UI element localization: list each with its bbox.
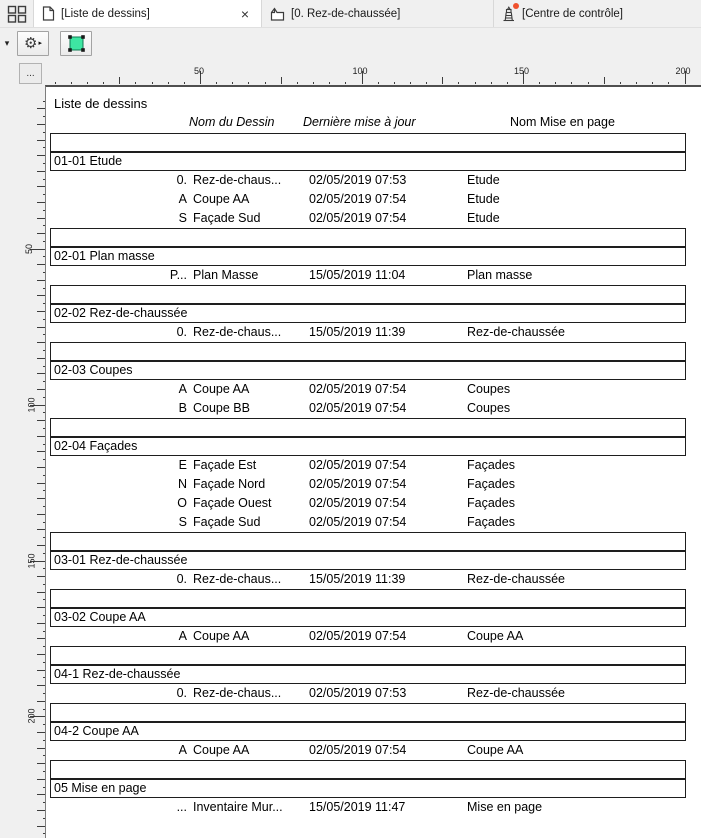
section-header: 02-02 Rez-de-chaussée xyxy=(50,304,686,323)
ruler-tick xyxy=(43,537,45,538)
ruler-tick xyxy=(37,623,45,624)
ruler-label: 150 xyxy=(513,66,530,76)
cell-id: B xyxy=(178,401,187,415)
spacer-box xyxy=(50,418,686,437)
cell-id: 0. xyxy=(176,325,187,339)
cell-layout: Coupes xyxy=(467,401,511,415)
ruler-tick xyxy=(394,82,395,84)
document-title: Liste de dessins xyxy=(54,96,148,111)
ruler-label: 150 xyxy=(26,552,37,569)
cell-name: Rez-de-chaus... xyxy=(193,325,282,339)
ruler-tick xyxy=(43,818,45,819)
ruler-tick xyxy=(458,82,459,84)
column-header-nom-mise-en-page: Nom Mise en page xyxy=(510,115,615,129)
drawing-row[interactable] xyxy=(50,684,686,703)
ruler-tick xyxy=(37,779,45,780)
ruler-tick xyxy=(37,171,45,172)
cell-layout: Etude xyxy=(467,211,500,225)
vertical-ruler[interactable] xyxy=(26,85,45,838)
drawing-row[interactable] xyxy=(50,323,686,342)
ruler-tick xyxy=(37,358,45,359)
toolbar-collapse-arrow-icon[interactable]: ▾ xyxy=(4,37,10,48)
ruler-tick xyxy=(43,256,45,257)
section-header: 03-02 Coupe AA xyxy=(50,608,686,627)
ruler-tick xyxy=(37,529,45,530)
ruler-tick xyxy=(37,295,45,296)
tab-label: [0. Rez-de-chaussée] xyxy=(291,7,401,20)
ruler-tick xyxy=(43,506,45,507)
ruler-tick xyxy=(43,210,45,211)
ruler-label: 200 xyxy=(675,66,691,76)
cell-name: Façade Est xyxy=(193,458,257,472)
section-header: 04-1 Rez-de-chaussée xyxy=(50,665,686,684)
cell-updated: 15/05/2019 11:04 xyxy=(309,268,406,282)
ruler-tick xyxy=(43,272,45,273)
ruler-tick xyxy=(43,475,45,476)
spacer-box xyxy=(50,228,686,247)
section-header: 02-04 Façades xyxy=(50,437,686,456)
ruler-tick xyxy=(37,202,45,203)
ruler-tick xyxy=(265,82,266,84)
cell-id: 0. xyxy=(176,572,187,586)
cell-name: Façade Sud xyxy=(193,515,261,529)
ruler-tick xyxy=(37,545,45,546)
cell-name: Coupe AA xyxy=(193,382,250,396)
ruler-tick xyxy=(43,584,45,585)
ruler-tick xyxy=(475,82,476,84)
drawing-row[interactable] xyxy=(50,475,686,494)
ruler-tick xyxy=(37,420,45,421)
ruler-tick xyxy=(43,194,45,195)
cell-updated: 02/05/2019 07:54 xyxy=(309,629,407,643)
ruler-tick xyxy=(37,451,45,452)
cell-id: N xyxy=(177,477,187,491)
ruler-tick xyxy=(37,483,45,484)
cell-layout: Rez-de-chaussée xyxy=(467,686,565,700)
drawing-row[interactable] xyxy=(50,171,686,190)
ruler-tick xyxy=(43,490,45,491)
ruler-tick xyxy=(43,303,45,304)
ruler-tick xyxy=(71,82,72,84)
cell-name: Façade Nord xyxy=(193,477,266,491)
ruler-tick xyxy=(43,397,45,398)
ruler-tick xyxy=(37,218,45,219)
ruler-tick xyxy=(555,82,556,84)
ruler-tick xyxy=(43,319,45,320)
cell-layout: Etude xyxy=(467,192,500,206)
spacer-box xyxy=(50,760,686,779)
cell-id: S xyxy=(178,211,187,225)
column-header-nom-du-dessin: Nom du Dessin xyxy=(189,115,275,129)
ruler-tick xyxy=(43,366,45,367)
ruler-label: 50 xyxy=(24,243,35,254)
ruler-tick xyxy=(37,155,45,156)
ruler-tick xyxy=(43,428,45,429)
ruler-tick xyxy=(55,82,56,84)
drawing-row[interactable] xyxy=(50,798,686,817)
cell-name: Rez-de-chaus... xyxy=(193,572,282,586)
ruler-tick xyxy=(43,693,45,694)
ruler-tick xyxy=(87,82,88,84)
ruler-tick xyxy=(491,82,492,84)
section-header: 05 Mise en page xyxy=(50,779,686,798)
ruler-tick xyxy=(43,771,45,772)
cell-updated: 15/05/2019 11:39 xyxy=(309,572,406,586)
ruler-tick xyxy=(43,724,45,725)
ruler-tick xyxy=(37,685,45,686)
ruler-tick xyxy=(313,82,314,84)
ruler-tick xyxy=(37,233,45,234)
cell-layout: Coupes xyxy=(467,382,511,396)
ruler-tick xyxy=(281,77,282,84)
workspace xyxy=(0,58,701,838)
ruler-tick xyxy=(37,264,45,265)
ruler-tick xyxy=(37,327,45,328)
ruler-tick xyxy=(43,599,45,600)
ruler-label: 100 xyxy=(352,66,368,76)
cell-id: ... xyxy=(176,800,187,814)
ruler-tick xyxy=(43,163,45,164)
ruler-tick xyxy=(43,132,45,133)
ruler-tick xyxy=(43,787,45,788)
ruler-tick xyxy=(571,82,572,84)
horizontal-ruler[interactable] xyxy=(0,62,701,84)
ruler-tick xyxy=(43,288,45,289)
ruler-tick xyxy=(37,436,45,437)
ruler-tick xyxy=(232,82,233,84)
grid-icon xyxy=(7,5,27,23)
cell-id: A xyxy=(178,192,187,206)
ruler-tick xyxy=(184,82,185,84)
cell-id: O xyxy=(177,496,187,510)
ruler-tick xyxy=(152,82,153,84)
ruler-tick xyxy=(43,833,45,834)
ruler-tick xyxy=(43,350,45,351)
spacer-box xyxy=(50,703,686,722)
ruler-tick xyxy=(43,334,45,335)
settings-button[interactable] xyxy=(17,31,49,56)
ruler-tick xyxy=(37,311,45,312)
ruler-tick xyxy=(37,140,45,141)
cell-id: 0. xyxy=(176,686,187,700)
ruler-tick xyxy=(43,116,45,117)
cell-updated: 02/05/2019 07:54 xyxy=(309,743,407,757)
cell-updated: 02/05/2019 07:54 xyxy=(309,477,407,491)
ruler-tick xyxy=(539,82,540,84)
cell-updated: 02/05/2019 07:54 xyxy=(309,496,407,510)
tab-centre-de-controle[interactable] xyxy=(494,0,701,27)
cell-id: A xyxy=(178,629,187,643)
ruler-tick xyxy=(43,553,45,554)
ruler-tick xyxy=(37,108,45,109)
cell-name: Inventaire Mur... xyxy=(193,800,283,814)
spacer-box xyxy=(50,646,686,665)
flyout-arrow-icon: ▸ xyxy=(38,40,42,47)
cell-id: P... xyxy=(169,268,187,282)
cell-layout: Rez-de-chaussée xyxy=(467,325,565,339)
ruler-tick xyxy=(37,186,45,187)
ruler-tick xyxy=(43,241,45,242)
notification-dot xyxy=(513,3,519,9)
ruler-tick xyxy=(37,670,45,671)
ruler-tick xyxy=(37,638,45,639)
ruler-tick xyxy=(345,82,346,84)
ruler-tick xyxy=(37,592,45,593)
ruler-tick xyxy=(668,82,669,84)
spacer-box xyxy=(50,285,686,304)
ruler-tick xyxy=(37,514,45,515)
section-header: 01-01 Etude xyxy=(50,152,686,171)
ruler-label: 100 xyxy=(26,397,37,413)
ruler-tick xyxy=(119,77,120,84)
cell-updated: 02/05/2019 07:54 xyxy=(309,458,407,472)
ruler-tick xyxy=(43,459,45,460)
cell-name: Coupe AA xyxy=(193,192,250,206)
drawing-row[interactable] xyxy=(50,190,686,209)
toolbar xyxy=(0,28,701,58)
section-header: 04-2 Coupe AA xyxy=(50,722,686,741)
cell-updated: 15/05/2019 11:39 xyxy=(309,325,406,339)
ruler-tick xyxy=(37,607,45,608)
cell-name: Façade Sud xyxy=(193,211,261,225)
cell-layout: Façades xyxy=(467,515,515,529)
cell-name: Rez-de-chaus... xyxy=(193,173,282,187)
marquee-button[interactable] xyxy=(60,31,92,56)
ruler-tick xyxy=(43,631,45,632)
ruler-tick xyxy=(410,82,411,84)
ruler-tick xyxy=(43,662,45,663)
tab-overview-button[interactable] xyxy=(0,0,33,27)
section-header: 03-01 Rez-de-chaussée xyxy=(50,551,686,570)
ruler-tick xyxy=(43,412,45,413)
tab-label: [Centre de contrôle] xyxy=(522,7,624,20)
cell-updated: 02/05/2019 07:54 xyxy=(309,382,407,396)
ruler-tick xyxy=(507,82,508,84)
document-icon xyxy=(42,6,55,21)
ruler-tick xyxy=(37,280,45,281)
ruler-tick xyxy=(37,467,45,468)
ruler-label: 50 xyxy=(193,66,205,76)
ruler-tick xyxy=(297,82,298,84)
ruler-tick xyxy=(37,389,45,390)
cell-name: Rez-de-chaus... xyxy=(193,686,282,700)
spacer-box xyxy=(50,589,686,608)
cell-name: Plan Masse xyxy=(193,268,259,282)
cell-id: E xyxy=(178,458,187,472)
ruler-options-button[interactable]: ... xyxy=(19,63,42,84)
ruler-tick xyxy=(43,646,45,647)
ruler-tick xyxy=(37,794,45,795)
drawing-row[interactable] xyxy=(50,209,686,228)
ruler-tick xyxy=(37,763,45,764)
ruler-tick xyxy=(37,654,45,655)
cell-name: Façade Ouest xyxy=(193,496,272,510)
section-header: 02-01 Plan masse xyxy=(50,247,686,266)
ruler-tick xyxy=(37,373,45,374)
drawing-row[interactable] xyxy=(50,456,686,475)
ruler-tick xyxy=(37,124,45,125)
cell-layout: Façades xyxy=(467,458,515,472)
ruler-tick xyxy=(37,748,45,749)
cell-updated: 02/05/2019 07:54 xyxy=(309,192,407,206)
ruler-tick xyxy=(248,82,249,84)
cell-updated: 15/05/2019 11:47 xyxy=(309,800,406,814)
cell-id: 0. xyxy=(176,173,187,187)
ruler-tick xyxy=(43,444,45,445)
floor-plan-icon xyxy=(270,7,285,21)
ruler-tick xyxy=(636,82,637,84)
close-icon[interactable]: × xyxy=(240,5,249,22)
cell-updated: 02/05/2019 07:54 xyxy=(309,211,407,225)
ruler-tick xyxy=(37,576,45,577)
ruler-tick xyxy=(43,802,45,803)
drawing-row[interactable] xyxy=(50,627,686,646)
ruler-tick xyxy=(652,82,653,84)
ruler-tick xyxy=(588,82,589,84)
ruler-tick xyxy=(37,810,45,811)
spacer-box xyxy=(50,133,686,152)
ruler-tick xyxy=(168,82,169,84)
spacer-box xyxy=(50,532,686,551)
drawing-page xyxy=(45,85,701,838)
drawing-row[interactable] xyxy=(50,570,686,589)
marquee-icon xyxy=(66,34,87,53)
cell-layout: Façades xyxy=(467,496,515,510)
cell-id: A xyxy=(178,382,187,396)
ruler-tick xyxy=(43,225,45,226)
gear-icon: ⚙ xyxy=(24,34,38,52)
cell-updated: 02/05/2019 07:54 xyxy=(309,401,407,415)
cell-name: Coupe AA xyxy=(193,629,250,643)
cell-layout: Coupe AA xyxy=(467,743,524,757)
cell-name: Coupe AA xyxy=(193,743,250,757)
ruler-tick xyxy=(43,677,45,678)
column-header-derniere-mise-a-jour: Dernière mise à jour xyxy=(303,115,416,129)
cell-updated: 02/05/2019 07:53 xyxy=(309,173,407,187)
ruler-tick xyxy=(43,522,45,523)
ruler-tick xyxy=(43,709,45,710)
ruler-tick xyxy=(604,77,605,84)
cell-layout: Façades xyxy=(467,477,515,491)
section-header: 02-03 Coupes xyxy=(50,361,686,380)
ruler-tick xyxy=(620,82,621,84)
cell-updated: 02/05/2019 07:53 xyxy=(309,686,407,700)
drawing-row[interactable] xyxy=(50,266,686,285)
cell-layout: Plan masse xyxy=(467,268,533,282)
tab-bar xyxy=(0,0,701,28)
cell-layout: Rez-de-chaussée xyxy=(467,572,565,586)
ruler-tick xyxy=(378,82,379,84)
cell-layout: Mise en page xyxy=(467,800,543,814)
tab-liste-de-dessins[interactable] xyxy=(33,0,262,27)
ruler-tick xyxy=(43,101,45,102)
ruler-label: 200 xyxy=(26,708,37,724)
cell-id: S xyxy=(178,515,187,529)
drawing-row[interactable] xyxy=(50,513,686,532)
ruler-tick xyxy=(37,498,45,499)
ruler-tick xyxy=(426,82,427,84)
drawing-row[interactable] xyxy=(50,399,686,418)
ruler-tick xyxy=(43,179,45,180)
ruler-tick xyxy=(43,147,45,148)
ruler-tick xyxy=(37,826,45,827)
ruler-tick xyxy=(37,701,45,702)
cell-updated: 02/05/2019 07:54 xyxy=(309,515,407,529)
ruler-tick xyxy=(103,82,104,84)
ruler-tick xyxy=(43,740,45,741)
tab-label: [Liste de dessins] xyxy=(61,7,150,20)
tab-rez-de-chaussee[interactable] xyxy=(262,0,494,27)
ruler-tick xyxy=(329,82,330,84)
ruler-tick xyxy=(37,342,45,343)
spacer-box xyxy=(50,342,686,361)
ruler-tick xyxy=(43,615,45,616)
ruler-tick xyxy=(43,568,45,569)
cell-layout: Coupe AA xyxy=(467,629,524,643)
cell-name: Coupe BB xyxy=(193,401,250,415)
cell-layout: Etude xyxy=(467,173,500,187)
ruler-tick xyxy=(442,77,443,84)
ruler-tick xyxy=(43,755,45,756)
ruler-tick xyxy=(135,82,136,84)
drawing-row[interactable] xyxy=(50,741,686,760)
ruler-tick xyxy=(37,732,45,733)
drawing-row[interactable] xyxy=(50,380,686,399)
ruler-tick xyxy=(216,82,217,84)
drawing-row[interactable] xyxy=(50,494,686,513)
ruler-tick xyxy=(43,381,45,382)
cell-id: A xyxy=(178,743,187,757)
